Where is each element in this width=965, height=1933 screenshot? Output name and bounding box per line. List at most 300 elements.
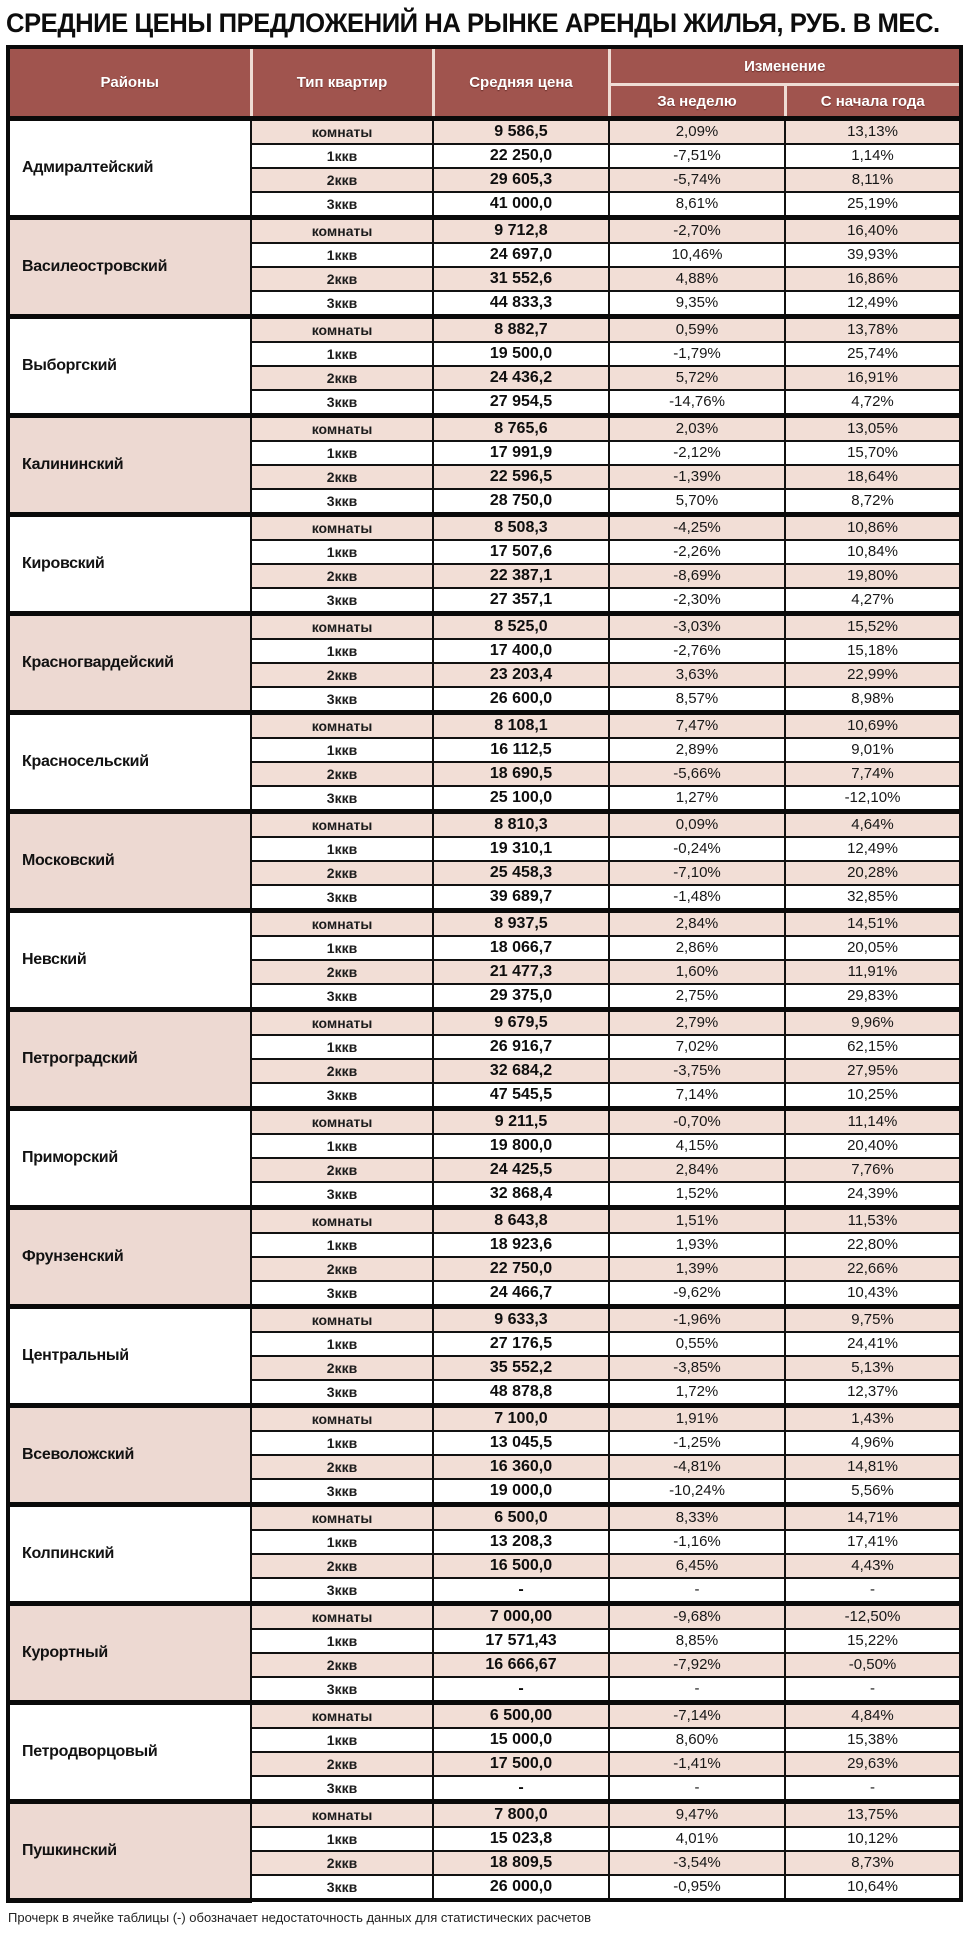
ytd-change-cell: 15,22% <box>785 1629 961 1653</box>
apartment-type-cell: 3ккв <box>251 1083 433 1109</box>
week-change-cell: 3,63% <box>609 663 785 687</box>
week-change-cell: -3,85% <box>609 1356 785 1380</box>
apartment-type-cell: 2ккв <box>251 762 433 786</box>
week-change-cell: 10,46% <box>609 243 785 267</box>
table-row <box>8 614 961 640</box>
apartment-type-cell: 3ккв <box>251 1776 433 1802</box>
avg-price-cell: 8 108,1 <box>433 713 609 739</box>
ytd-change-cell: -0,50% <box>785 1653 961 1677</box>
week-change-cell: 4,01% <box>609 1827 785 1851</box>
district-name: Василеостровский <box>8 218 251 317</box>
week-change-cell: -10,24% <box>609 1479 785 1505</box>
table-row <box>8 812 961 838</box>
week-change-cell: -3,03% <box>609 614 785 640</box>
avg-price-cell: 26 916,7 <box>433 1035 609 1059</box>
table-row <box>8 1505 961 1531</box>
apartment-type-cell: комнаты <box>251 1406 433 1432</box>
avg-price-cell: 17 400,0 <box>433 639 609 663</box>
avg-price-cell: 32 868,4 <box>433 1182 609 1208</box>
ytd-change-cell: 9,01% <box>785 738 961 762</box>
week-change-cell: -0,24% <box>609 837 785 861</box>
ytd-change-cell: 11,91% <box>785 960 961 984</box>
week-change-cell: 1,51% <box>609 1208 785 1234</box>
ytd-change-cell: 62,15% <box>785 1035 961 1059</box>
ytd-change-cell: -12,10% <box>785 786 961 812</box>
ytd-change-cell: - <box>785 1578 961 1604</box>
week-change-cell: 2,86% <box>609 936 785 960</box>
ytd-change-cell: 9,96% <box>785 1010 961 1036</box>
col-header-week-change: За неделю <box>609 85 785 119</box>
apartment-type-cell: 3ккв <box>251 1281 433 1307</box>
avg-price-cell: 31 552,6 <box>433 267 609 291</box>
ytd-change-cell: 18,64% <box>785 465 961 489</box>
ytd-change-cell: 13,05% <box>785 416 961 442</box>
district-name: Всеволожский <box>8 1406 251 1505</box>
apartment-type-cell: 1ккв <box>251 837 433 861</box>
ytd-change-cell: 15,38% <box>785 1728 961 1752</box>
avg-price-cell: 7 100,0 <box>433 1406 609 1432</box>
avg-price-cell: 8 882,7 <box>433 317 609 343</box>
apartment-type-cell: комнаты <box>251 416 433 442</box>
avg-price-cell: 8 937,5 <box>433 911 609 937</box>
table-row <box>8 911 961 937</box>
apartment-type-cell: 3ккв <box>251 192 433 218</box>
avg-price-cell: 48 878,8 <box>433 1380 609 1406</box>
apartment-type-cell: 1ккв <box>251 1233 433 1257</box>
ytd-change-cell: 15,70% <box>785 441 961 465</box>
avg-price-cell: 13 045,5 <box>433 1431 609 1455</box>
district-name: Калининский <box>8 416 251 515</box>
week-change-cell: 1,39% <box>609 1257 785 1281</box>
table-body <box>8 119 961 1901</box>
ytd-change-cell: 4,72% <box>785 390 961 416</box>
ytd-change-cell: 20,28% <box>785 861 961 885</box>
ytd-change-cell: 4,43% <box>785 1554 961 1578</box>
ytd-change-cell: 5,56% <box>785 1479 961 1505</box>
week-change-cell: -2,12% <box>609 441 785 465</box>
avg-price-cell: 32 684,2 <box>433 1059 609 1083</box>
avg-price-cell: 8 765,6 <box>433 416 609 442</box>
avg-price-cell: 26 000,0 <box>433 1875 609 1900</box>
ytd-change-cell: 39,93% <box>785 243 961 267</box>
avg-price-cell: 18 066,7 <box>433 936 609 960</box>
avg-price-cell: 29 375,0 <box>433 984 609 1010</box>
apartment-type-cell: 3ккв <box>251 1380 433 1406</box>
table-header <box>8 47 961 119</box>
apartment-type-cell: 1ккв <box>251 1134 433 1158</box>
week-change-cell: -1,79% <box>609 342 785 366</box>
district-name: Выборгский <box>8 317 251 416</box>
week-change-cell: 9,35% <box>609 291 785 317</box>
apartment-type-cell: 3ккв <box>251 1182 433 1208</box>
apartment-type-cell: 2ккв <box>251 861 433 885</box>
apartment-type-cell: 1ккв <box>251 639 433 663</box>
avg-price-cell: 23 203,4 <box>433 663 609 687</box>
avg-price-cell: 8 810,3 <box>433 812 609 838</box>
table-row <box>8 515 961 541</box>
avg-price-cell: 16 112,5 <box>433 738 609 762</box>
week-change-cell: 2,84% <box>609 911 785 937</box>
ytd-change-cell: 19,80% <box>785 564 961 588</box>
ytd-change-cell: 12,49% <box>785 291 961 317</box>
page <box>0 8 965 1925</box>
avg-price-cell: 15 023,8 <box>433 1827 609 1851</box>
apartment-type-cell: 2ккв <box>251 1059 433 1083</box>
week-change-cell: -7,92% <box>609 1653 785 1677</box>
ytd-change-cell: 10,86% <box>785 515 961 541</box>
week-change-cell: -0,95% <box>609 1875 785 1900</box>
table-row <box>8 1604 961 1630</box>
table-row <box>8 1208 961 1234</box>
week-change-cell: - <box>609 1677 785 1703</box>
apartment-type-cell: 2ккв <box>251 960 433 984</box>
avg-price-cell: 6 500,0 <box>433 1505 609 1531</box>
district-name: Колпинский <box>8 1505 251 1604</box>
week-change-cell: -7,51% <box>609 144 785 168</box>
ytd-change-cell: 15,18% <box>785 639 961 663</box>
avg-price-cell: 7 000,00 <box>433 1604 609 1630</box>
apartment-type-cell: комнаты <box>251 1307 433 1333</box>
ytd-change-cell: 13,13% <box>785 119 961 145</box>
apartment-type-cell: комнаты <box>251 119 433 145</box>
avg-price-cell: 19 800,0 <box>433 1134 609 1158</box>
avg-price-cell: 8 508,3 <box>433 515 609 541</box>
ytd-change-cell: 4,27% <box>785 588 961 614</box>
apartment-type-cell: 3ккв <box>251 489 433 515</box>
avg-price-cell: 47 545,5 <box>433 1083 609 1109</box>
avg-price-cell: 7 800,0 <box>433 1802 609 1828</box>
week-change-cell: -1,41% <box>609 1752 785 1776</box>
ytd-change-cell: - <box>785 1677 961 1703</box>
apartment-type-cell: 1ккв <box>251 1035 433 1059</box>
avg-price-cell: - <box>433 1578 609 1604</box>
week-change-cell: 9,47% <box>609 1802 785 1828</box>
avg-price-cell: 16 360,0 <box>433 1455 609 1479</box>
apartment-type-cell: 2ккв <box>251 1752 433 1776</box>
apartment-type-cell: 3ккв <box>251 984 433 1010</box>
ytd-change-cell: 15,52% <box>785 614 961 640</box>
week-change-cell: 1,72% <box>609 1380 785 1406</box>
week-change-cell: 7,14% <box>609 1083 785 1109</box>
week-change-cell: - <box>609 1578 785 1604</box>
week-change-cell: 6,45% <box>609 1554 785 1578</box>
apartment-type-cell: 3ккв <box>251 588 433 614</box>
apartment-type-cell: 1ккв <box>251 1431 433 1455</box>
week-change-cell: -1,39% <box>609 465 785 489</box>
district-name: Адмиралтейский <box>8 119 251 218</box>
table-row <box>8 1406 961 1432</box>
ytd-change-cell: 7,74% <box>785 762 961 786</box>
ytd-change-cell: 10,12% <box>785 1827 961 1851</box>
ytd-change-cell: 10,43% <box>785 1281 961 1307</box>
table-row <box>8 713 961 739</box>
apartment-type-cell: 2ккв <box>251 267 433 291</box>
apartment-type-cell: 1ккв <box>251 1629 433 1653</box>
table-row <box>8 1307 961 1333</box>
ytd-change-cell: 20,05% <box>785 936 961 960</box>
apartment-type-cell: 1ккв <box>251 1332 433 1356</box>
avg-price-cell: 9 679,5 <box>433 1010 609 1036</box>
avg-price-cell: 17 507,6 <box>433 540 609 564</box>
ytd-change-cell: 14,71% <box>785 1505 961 1531</box>
ytd-change-cell: 24,41% <box>785 1332 961 1356</box>
ytd-change-cell: 5,13% <box>785 1356 961 1380</box>
table-row <box>8 1802 961 1828</box>
ytd-change-cell: 22,99% <box>785 663 961 687</box>
col-header-districts: Районы <box>8 47 251 119</box>
avg-price-cell: 18 690,5 <box>433 762 609 786</box>
avg-price-cell: 19 500,0 <box>433 342 609 366</box>
footnote: Прочерк в ячейке таблицы (-) обозначает недостаточность данных для статистических расчетов <box>8 1909 592 1925</box>
week-change-cell: 1,91% <box>609 1406 785 1432</box>
ytd-change-cell: 16,40% <box>785 218 961 244</box>
week-change-cell: 7,02% <box>609 1035 785 1059</box>
avg-price-cell: 13 208,3 <box>433 1530 609 1554</box>
table-row <box>8 317 961 343</box>
apartment-type-cell: 2ккв <box>251 1851 433 1875</box>
week-change-cell: -3,75% <box>609 1059 785 1083</box>
week-change-cell: 8,57% <box>609 687 785 713</box>
district-name: Кировский <box>8 515 251 614</box>
district-name: Невский <box>8 911 251 1010</box>
ytd-change-cell: 25,19% <box>785 192 961 218</box>
ytd-change-cell: 27,95% <box>785 1059 961 1083</box>
rent-price-table <box>6 45 963 1903</box>
apartment-type-cell: 1ккв <box>251 738 433 762</box>
week-change-cell: 2,89% <box>609 738 785 762</box>
apartment-type-cell: 3ккв <box>251 786 433 812</box>
table-row <box>8 1010 961 1036</box>
week-change-cell: 2,84% <box>609 1158 785 1182</box>
apartment-type-cell: 1ккв <box>251 342 433 366</box>
apartment-type-cell: 1ккв <box>251 1530 433 1554</box>
week-change-cell: 8,33% <box>609 1505 785 1531</box>
ytd-change-cell: 16,91% <box>785 366 961 390</box>
col-header-apt-type: Тип квартир <box>251 47 433 119</box>
apartment-type-cell: комнаты <box>251 218 433 244</box>
avg-price-cell: 17 991,9 <box>433 441 609 465</box>
ytd-change-cell: 8,72% <box>785 489 961 515</box>
week-change-cell: 8,60% <box>609 1728 785 1752</box>
week-change-cell: 1,60% <box>609 960 785 984</box>
apartment-type-cell: комнаты <box>251 515 433 541</box>
apartment-type-cell: 3ккв <box>251 1677 433 1703</box>
week-change-cell: -3,54% <box>609 1851 785 1875</box>
avg-price-cell: 17 500,0 <box>433 1752 609 1776</box>
apartment-type-cell: 3ккв <box>251 687 433 713</box>
ytd-change-cell: 8,98% <box>785 687 961 713</box>
apartment-type-cell: 1ккв <box>251 936 433 960</box>
week-change-cell: 5,70% <box>609 489 785 515</box>
avg-price-cell: 18 809,5 <box>433 1851 609 1875</box>
avg-price-cell: 26 600,0 <box>433 687 609 713</box>
week-change-cell: -2,30% <box>609 588 785 614</box>
ytd-change-cell: 10,64% <box>785 1875 961 1900</box>
avg-price-cell: 24 425,5 <box>433 1158 609 1182</box>
avg-price-cell: 27 176,5 <box>433 1332 609 1356</box>
page-title: СРЕДНИЕ ЦЕНЫ ПРЕДЛОЖЕНИЙ НА РЫНКЕ АРЕНДЫ ЖИЛЬЯ, РУБ. В МЕС. <box>6 8 940 38</box>
apartment-type-cell: 2ккв <box>251 465 433 489</box>
district-name: Пушкинский <box>8 1802 251 1901</box>
week-change-cell: 5,72% <box>609 366 785 390</box>
ytd-change-cell: 29,63% <box>785 1752 961 1776</box>
ytd-change-cell: 4,64% <box>785 812 961 838</box>
ytd-change-cell: 12,37% <box>785 1380 961 1406</box>
ytd-change-cell: 14,81% <box>785 1455 961 1479</box>
week-change-cell: -1,48% <box>609 885 785 911</box>
week-change-cell: -8,69% <box>609 564 785 588</box>
week-change-cell: -9,62% <box>609 1281 785 1307</box>
apartment-type-cell: 3ккв <box>251 885 433 911</box>
apartment-type-cell: 1ккв <box>251 1728 433 1752</box>
avg-price-cell: 9 586,5 <box>433 119 609 145</box>
apartment-type-cell: комнаты <box>251 911 433 937</box>
district-name: Петроградский <box>8 1010 251 1109</box>
table-row <box>8 218 961 244</box>
avg-price-cell: 41 000,0 <box>433 192 609 218</box>
apartment-type-cell: 2ккв <box>251 1554 433 1578</box>
apartment-type-cell: 3ккв <box>251 291 433 317</box>
ytd-change-cell: 32,85% <box>785 885 961 911</box>
ytd-change-cell: 14,51% <box>785 911 961 937</box>
ytd-change-cell: 4,96% <box>785 1431 961 1455</box>
apartment-type-cell: 3ккв <box>251 390 433 416</box>
ytd-change-cell: 17,41% <box>785 1530 961 1554</box>
ytd-change-cell: 22,80% <box>785 1233 961 1257</box>
week-change-cell: -5,66% <box>609 762 785 786</box>
week-change-cell: 4,15% <box>609 1134 785 1158</box>
avg-price-cell: 8 525,0 <box>433 614 609 640</box>
col-header-ytd-change: С начала года <box>785 85 961 119</box>
week-change-cell: - <box>609 1776 785 1802</box>
week-change-cell: 1,93% <box>609 1233 785 1257</box>
avg-price-cell: 9 633,3 <box>433 1307 609 1333</box>
week-change-cell: 7,47% <box>609 713 785 739</box>
avg-price-cell: 22 387,1 <box>433 564 609 588</box>
week-change-cell: -4,81% <box>609 1455 785 1479</box>
ytd-change-cell: 10,69% <box>785 713 961 739</box>
week-change-cell: -0,70% <box>609 1109 785 1135</box>
week-change-cell: 0,55% <box>609 1332 785 1356</box>
apartment-type-cell: 3ккв <box>251 1578 433 1604</box>
apartment-type-cell: 2ккв <box>251 1455 433 1479</box>
avg-price-cell: 28 750,0 <box>433 489 609 515</box>
avg-price-cell: 24 436,2 <box>433 366 609 390</box>
avg-price-cell: 19 310,1 <box>433 837 609 861</box>
ytd-change-cell: 22,66% <box>785 1257 961 1281</box>
avg-price-cell: 9 712,8 <box>433 218 609 244</box>
ytd-change-cell: 11,53% <box>785 1208 961 1234</box>
week-change-cell: -5,74% <box>609 168 785 192</box>
ytd-change-cell: 25,74% <box>785 342 961 366</box>
week-change-cell: -2,76% <box>609 639 785 663</box>
ytd-change-cell: 29,83% <box>785 984 961 1010</box>
district-name: Московский <box>8 812 251 911</box>
avg-price-cell: 22 250,0 <box>433 144 609 168</box>
ytd-change-cell: 10,84% <box>785 540 961 564</box>
apartment-type-cell: 1ккв <box>251 144 433 168</box>
week-change-cell: 2,75% <box>609 984 785 1010</box>
avg-price-cell: 39 689,7 <box>433 885 609 911</box>
district-name: Красногвардейский <box>8 614 251 713</box>
week-change-cell: -1,25% <box>609 1431 785 1455</box>
week-change-cell: 8,85% <box>609 1629 785 1653</box>
apartment-type-cell: комнаты <box>251 614 433 640</box>
avg-price-cell: 24 697,0 <box>433 243 609 267</box>
apartment-type-cell: 3ккв <box>251 1479 433 1505</box>
week-change-cell: 2,03% <box>609 416 785 442</box>
apartment-type-cell: 3ккв <box>251 1875 433 1900</box>
apartment-type-cell: комнаты <box>251 812 433 838</box>
apartment-type-cell: 2ккв <box>251 1257 433 1281</box>
avg-price-cell: 44 833,3 <box>433 291 609 317</box>
col-header-avg-price: Средняя цена <box>433 47 609 119</box>
week-change-cell: -2,26% <box>609 540 785 564</box>
district-name: Центральный <box>8 1307 251 1406</box>
apartment-type-cell: 2ккв <box>251 1158 433 1182</box>
ytd-change-cell: 20,40% <box>785 1134 961 1158</box>
ytd-change-cell: - <box>785 1776 961 1802</box>
apartment-type-cell: 2ккв <box>251 663 433 687</box>
ytd-change-cell: 8,73% <box>785 1851 961 1875</box>
week-change-cell: -2,70% <box>609 218 785 244</box>
apartment-type-cell: 1ккв <box>251 1827 433 1851</box>
district-name: Красносельский <box>8 713 251 812</box>
avg-price-cell: 24 466,7 <box>433 1281 609 1307</box>
avg-price-cell: 6 500,00 <box>433 1703 609 1729</box>
apartment-type-cell: комнаты <box>251 1109 433 1135</box>
apartment-type-cell: комнаты <box>251 713 433 739</box>
avg-price-cell: 8 643,8 <box>433 1208 609 1234</box>
ytd-change-cell: 11,14% <box>785 1109 961 1135</box>
apartment-type-cell: 1ккв <box>251 441 433 465</box>
avg-price-cell: - <box>433 1776 609 1802</box>
week-change-cell: -1,96% <box>609 1307 785 1333</box>
week-change-cell: 8,61% <box>609 192 785 218</box>
avg-price-cell: 27 954,5 <box>433 390 609 416</box>
avg-price-cell: 9 211,5 <box>433 1109 609 1135</box>
avg-price-cell: 16 500,0 <box>433 1554 609 1578</box>
table-row <box>8 1109 961 1135</box>
avg-price-cell: 17 571,43 <box>433 1629 609 1653</box>
avg-price-cell: 22 596,5 <box>433 465 609 489</box>
col-header-change: Изменение <box>609 47 961 85</box>
apartment-type-cell: комнаты <box>251 1802 433 1828</box>
district-name: Курортный <box>8 1604 251 1703</box>
ytd-change-cell: 1,43% <box>785 1406 961 1432</box>
ytd-change-cell: 1,14% <box>785 144 961 168</box>
avg-price-cell: 21 477,3 <box>433 960 609 984</box>
ytd-change-cell: 9,75% <box>785 1307 961 1333</box>
ytd-change-cell: 24,39% <box>785 1182 961 1208</box>
apartment-type-cell: 2ккв <box>251 366 433 390</box>
week-change-cell: -1,16% <box>609 1530 785 1554</box>
ytd-change-cell: 4,84% <box>785 1703 961 1729</box>
apartment-type-cell: комнаты <box>251 1010 433 1036</box>
table-row <box>8 416 961 442</box>
week-change-cell: -4,25% <box>609 515 785 541</box>
apartment-type-cell: комнаты <box>251 1208 433 1234</box>
apartment-type-cell: 2ккв <box>251 1356 433 1380</box>
avg-price-cell: 27 357,1 <box>433 588 609 614</box>
avg-price-cell: 25 100,0 <box>433 786 609 812</box>
apartment-type-cell: 2ккв <box>251 1653 433 1677</box>
ytd-change-cell: 16,86% <box>785 267 961 291</box>
ytd-change-cell: 13,78% <box>785 317 961 343</box>
week-change-cell: 4,88% <box>609 267 785 291</box>
week-change-cell: 0,09% <box>609 812 785 838</box>
week-change-cell: -7,10% <box>609 861 785 885</box>
